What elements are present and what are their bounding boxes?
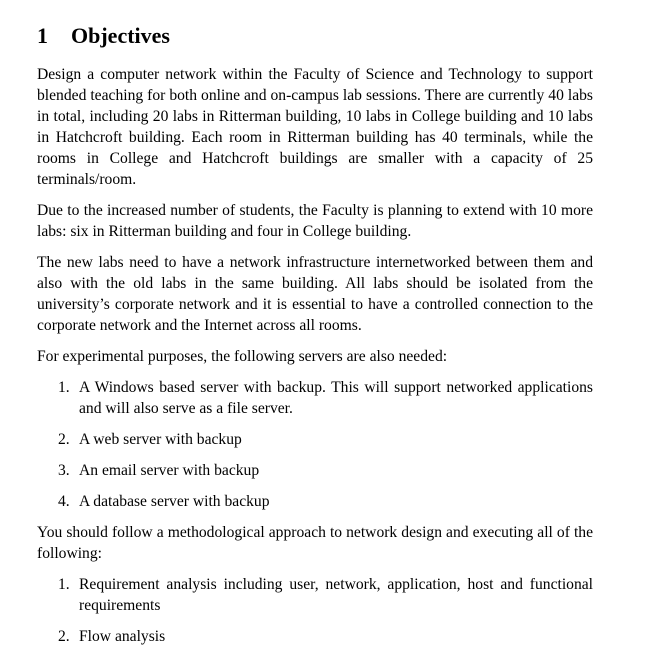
section-number: 1: [37, 23, 48, 48]
list-item-number: 3.: [58, 462, 70, 479]
paragraph-network-design: Design a computer network within the Faculty of Science and Technology to support blended teaching for both online and on-campus lab sessions. There are currently 40 labs in total, including 20 labs in Ritterman building, 10 labs in College building and 10 labs in Hatchcroft building. Each room in Ritterman building has 40 terminals, while the rooms in College and Hatchcroft buildings are smaller with a capacity of 25 terminals/room.: [37, 66, 593, 188]
list-item-text: A database server with backup: [79, 493, 270, 510]
list-item-number: 1.: [58, 576, 70, 593]
list-item-text: A web server with backup: [79, 431, 242, 448]
list-item-number: 1.: [58, 379, 70, 396]
list-item-number: 4.: [58, 493, 70, 510]
list-item-text: Flow analysis: [79, 628, 166, 645]
section-heading: [37, 22, 593, 50]
paragraph-infrastructure: The new labs need to have a network infrastructure internetworked between them and also with the old labs in the same building. All labs should be isolated from the university’s corporate network and it is essential to have a controlled connection to the corporate network and the Internet across all rooms.: [37, 254, 593, 334]
list-item-text: Requirement analysis including user, network, application, host and functional requirements: [79, 576, 593, 614]
list-item: [58, 574, 593, 616]
list-item-number: 2.: [58, 431, 70, 448]
servers-list: [37, 377, 593, 512]
list-item-number: 2.: [58, 628, 70, 645]
list-item-text: A Windows based server with backup. This will support networked applications and will also serve as a file server.: [79, 379, 593, 417]
paragraph-extension: Due to the increased number of students, the Faculty is planning to extend with 10 more labs: six in Ritterman building and four in College building.: [37, 202, 593, 240]
list-item: [58, 460, 593, 481]
section-title: Objectives: [71, 23, 170, 48]
list-item: [58, 491, 593, 512]
paragraph-methodology: You should follow a methodological approach to network design and executing all of the following:: [37, 524, 593, 562]
list-item: [58, 626, 593, 647]
list-item-text: An email server with backup: [79, 462, 260, 479]
tasks-list: [37, 574, 593, 647]
document-page: [37, 22, 593, 657]
list-item: [58, 429, 593, 450]
paragraph-servers-intro: For experimental purposes, the following servers are also needed:: [37, 348, 448, 365]
list-item: [58, 377, 593, 419]
